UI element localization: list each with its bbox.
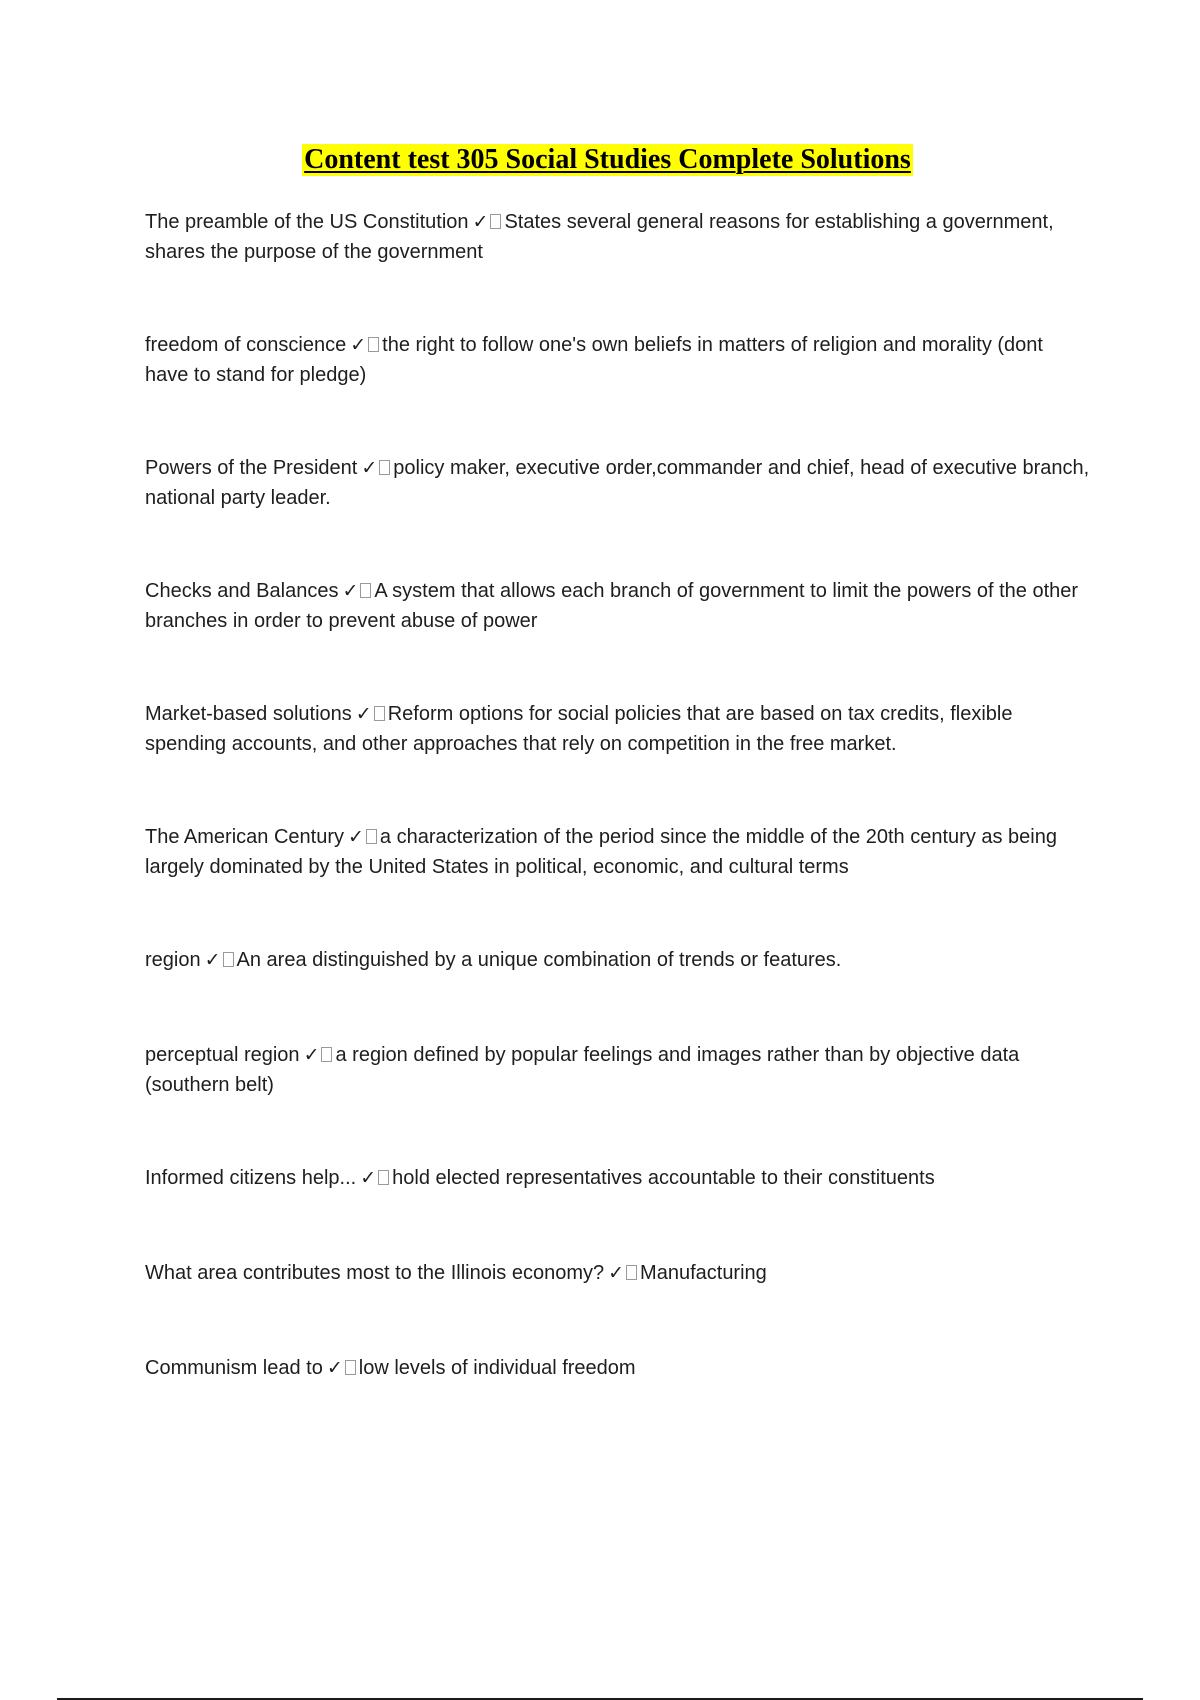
entry-definition: low levels of individual freedom [358, 1357, 636, 1379]
entry-term: Market-based solutions [145, 703, 352, 725]
check-icon: ✓ [361, 457, 378, 479]
check-icon: ✓ [347, 826, 364, 848]
entry-definition: States several general reasons for establishing a government, shares the purpose of the government [145, 211, 1054, 263]
entry-term: Checks and Balances [145, 580, 339, 602]
entry-definition: a characterization of the period since the middle of the 20th century as being largely dominated by the United States in political, economic, and cultural terms [145, 826, 1057, 878]
entry-region [145, 945, 1090, 975]
entry-definition: An area distinguished by a unique combination of trends or features. [236, 949, 842, 971]
check-icon: ✓ [303, 1044, 320, 1066]
entry-communism [145, 1353, 1090, 1383]
empty-box-icon [374, 706, 385, 721]
check-icon: ✓ [204, 949, 221, 971]
entry-definition: Manufacturing [640, 1262, 767, 1284]
entry-definition: the right to follow one's own beliefs in matters of religion and morality (dont have to stand for pledge) [145, 334, 1043, 386]
entry-checks-and-balances [145, 576, 1090, 636]
entry-term: perceptual region [145, 1044, 300, 1066]
empty-box-icon [360, 583, 371, 598]
entry-freedom-of-conscience [145, 330, 1090, 390]
empty-box-icon [345, 1360, 356, 1375]
entry-definition: hold elected representatives accountable to their constituents [392, 1167, 935, 1189]
check-icon: ✓ [472, 211, 489, 233]
entry-market-based-solutions [145, 699, 1090, 759]
entry-powers-of-president [145, 453, 1090, 513]
entry-preamble [145, 207, 1090, 267]
check-icon: ✓ [350, 334, 367, 356]
entry-informed-citizens [145, 1163, 1090, 1193]
check-icon: ✓ [608, 1262, 625, 1284]
entry-term: The American Century [145, 826, 344, 848]
entry-term: Informed citizens help... [145, 1167, 357, 1189]
empty-box-icon [368, 337, 379, 352]
check-icon: ✓ [342, 580, 359, 602]
empty-box-icon [626, 1265, 637, 1280]
check-icon: ✓ [360, 1167, 377, 1189]
entry-illinois-economy [145, 1258, 1090, 1288]
entry-term: region [145, 949, 201, 971]
entry-perceptual-region [145, 1040, 1090, 1100]
entry-definition: Reform options for social policies that are based on tax credits, flexible spending accounts, and other approaches that rely on competition in the free market. [145, 703, 1013, 755]
empty-box-icon [378, 1170, 389, 1185]
empty-box-icon [366, 829, 377, 844]
entry-term: The preamble of the US Constitution [145, 211, 469, 233]
entry-american-century [145, 822, 1090, 882]
entry-term: What area contributes most to the Illinois economy? [145, 1262, 605, 1284]
empty-box-icon [321, 1047, 332, 1062]
entry-term: Communism lead to [145, 1357, 323, 1379]
entry-definition: policy maker, executive order,commander and chief, head of executive branch, national party leader. [145, 457, 1090, 509]
check-icon: ✓ [326, 1357, 343, 1379]
entry-term: Powers of the President [145, 457, 358, 479]
empty-box-icon [379, 460, 390, 475]
entry-list [145, 207, 1090, 1383]
document-title: Content test 305 Social Studies Complete Solutions [304, 144, 911, 175]
entry-definition: A system that allows each branch of government to limit the powers of the other branches in order to prevent abuse of power [145, 580, 1079, 632]
check-icon: ✓ [355, 703, 372, 725]
empty-box-icon [490, 214, 501, 229]
title-container [0, 144, 1200, 176]
entry-term: freedom of conscience [145, 334, 347, 356]
empty-box-icon [223, 952, 234, 967]
entry-definition: a region defined by popular feelings and images rather than by objective data (southern belt) [145, 1044, 1020, 1096]
